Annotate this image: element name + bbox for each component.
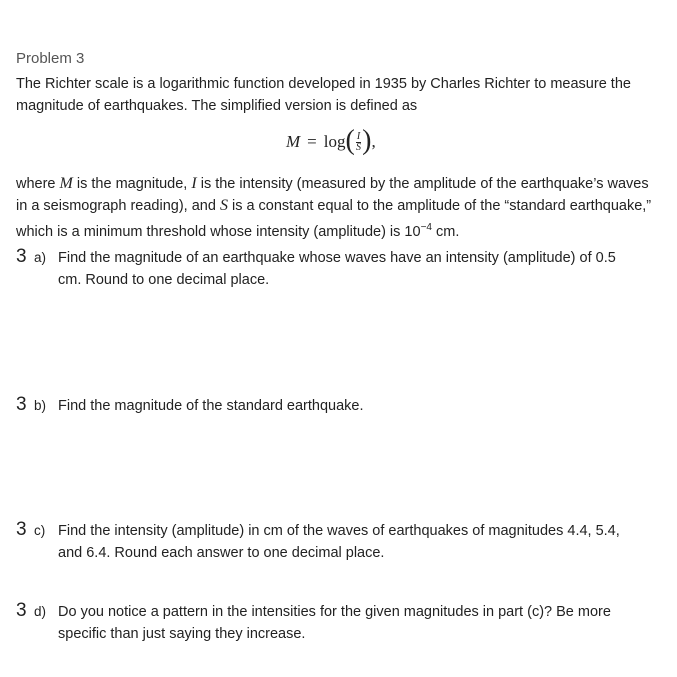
desc-text-3: is the intensity (measured by the amplitude of the earthquake’s waves in a seismograph reading), and [16, 176, 649, 214]
desc-text-2: is the magnitude, [72, 176, 192, 192]
question-text-line1: Find the magnitude of an earthquake whose waves have an intensity (amplitude) of 0.5 [58, 250, 616, 266]
desc-var-s: S [219, 197, 228, 214]
desc-var-m: M [59, 175, 73, 192]
question-number: 3 [16, 600, 27, 621]
formula-func: log [323, 132, 346, 151]
question-text-line2: cm. Round to one decimal place. [58, 272, 270, 288]
desc-exponent: −4 [420, 222, 432, 233]
question-text-line1: Find the intensity (amplitude) in cm of the waves of earthquakes of magnitudes 4.4, 5.4, [58, 523, 620, 539]
desc-text-5: cm. [431, 223, 460, 240]
question-letter: a) [34, 250, 47, 265]
problem-description [16, 173, 656, 243]
question-number: 3 [16, 519, 27, 540]
question-text-line1: Find the magnitude of the standard earthquake. [58, 398, 364, 414]
question-text-line2: specific than just saying they increase. [58, 626, 306, 642]
desc-var-i: I [191, 175, 197, 192]
desc-text-4: is a constant equal to the amplitude of the “standard earthquake,” which is a minimum threshold whose intensity (amplitude) is 10 [16, 198, 652, 240]
question-c [16, 519, 666, 564]
formula-fraction [356, 132, 361, 153]
formula-trail: , [371, 132, 376, 151]
formula-numerator: I [356, 130, 361, 142]
question-b [16, 394, 666, 417]
question-number: 3 [16, 246, 27, 267]
question-number: 3 [16, 394, 27, 415]
desc-text-1: where [16, 176, 60, 192]
formula-lhs: M [286, 132, 301, 151]
formula-equals: = [307, 132, 317, 151]
question-a [16, 246, 666, 291]
richter-formula [286, 125, 376, 156]
question-text-line1: Do you notice a pattern in the intensities for the given magnitudes in part (c)? Be more [58, 604, 611, 620]
problem-title: Problem 3 [16, 50, 85, 67]
question-text-line2: and 6.4. Round each answer to one decimal place. [58, 545, 385, 561]
question-letter: d) [34, 604, 47, 619]
question-d [16, 600, 666, 645]
question-letter: b) [34, 398, 47, 413]
question-letter: c) [34, 523, 46, 538]
formula-denominator: S [356, 141, 361, 153]
formula-close-paren: ) [362, 125, 372, 156]
formula-open-paren: ( [345, 125, 355, 156]
problem-intro: The Richter scale is a logarithmic function developed in 1935 by Charles Richter to measure the magnitude of earthquakes. The simplified version is defined as [16, 76, 631, 114]
